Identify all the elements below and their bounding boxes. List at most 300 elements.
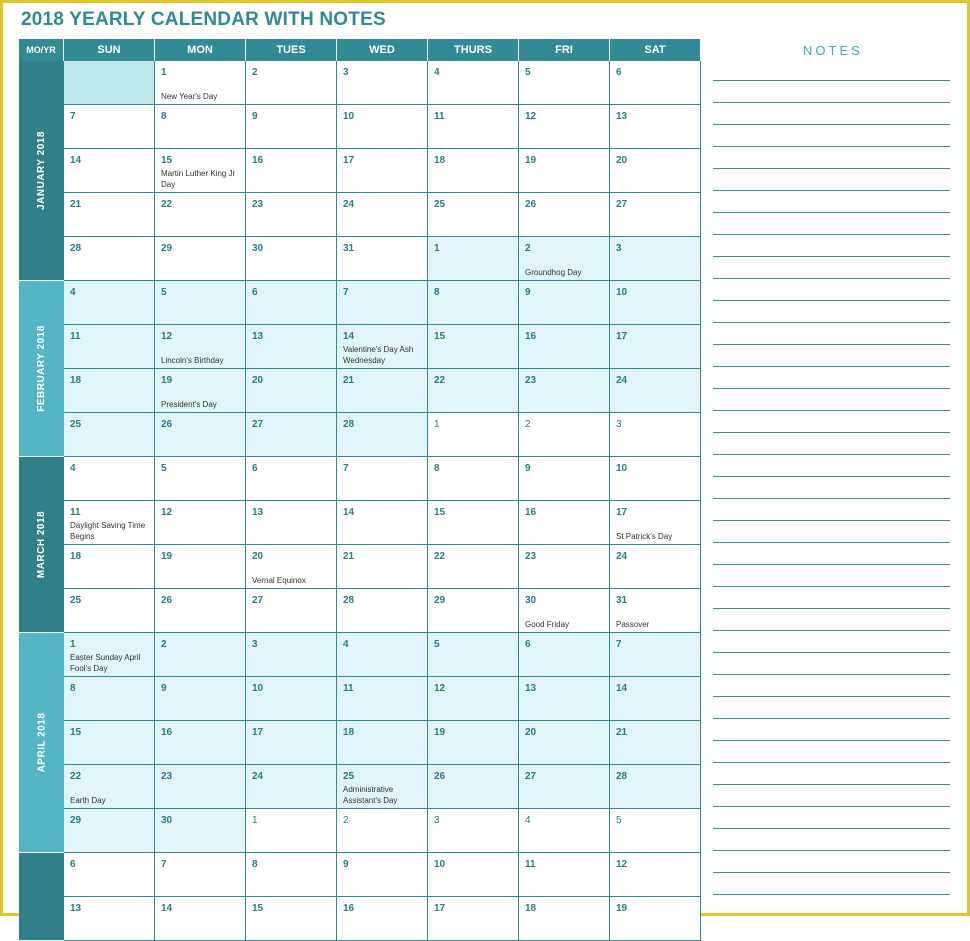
day-number: 18: [434, 155, 446, 166]
day-cell[interactable]: [155, 325, 246, 369]
day-cell[interactable]: [64, 853, 155, 897]
note-line[interactable]: [713, 388, 950, 389]
day-cell[interactable]: [519, 149, 610, 193]
day-cell[interactable]: [246, 589, 337, 633]
day-cell[interactable]: [64, 501, 155, 545]
day-number: 29: [434, 595, 446, 606]
day-cell[interactable]: [519, 677, 610, 721]
day-cell[interactable]: [246, 105, 337, 149]
day-cell[interactable]: [337, 237, 428, 281]
day-cell[interactable]: [337, 193, 428, 237]
day-number: 26: [161, 595, 173, 606]
note-line[interactable]: [713, 102, 950, 103]
day-cell[interactable]: [64, 457, 155, 501]
day-number: 14: [343, 331, 355, 342]
day-cell[interactable]: [519, 193, 610, 237]
day-cell[interactable]: [155, 501, 246, 545]
day-number: 9: [161, 683, 167, 694]
day-cell[interactable]: [246, 193, 337, 237]
day-cell[interactable]: [428, 897, 519, 941]
day-cell[interactable]: [246, 369, 337, 413]
day-cell[interactable]: [428, 633, 519, 677]
note-line[interactable]: [713, 586, 950, 587]
day-cell[interactable]: [428, 149, 519, 193]
day-cell[interactable]: [246, 237, 337, 281]
day-number: 12: [161, 331, 173, 342]
day-number: 23: [525, 551, 537, 562]
day-cell[interactable]: [155, 633, 246, 677]
day-cell[interactable]: [246, 765, 337, 809]
day-number: 22: [434, 375, 446, 386]
calendar-grid: [19, 61, 701, 941]
day-cell[interactable]: [428, 457, 519, 501]
note-line[interactable]: [713, 652, 950, 653]
day-number: 23: [161, 771, 173, 782]
day-cell[interactable]: [155, 369, 246, 413]
day-cell[interactable]: [428, 281, 519, 325]
day-number: 20: [252, 551, 264, 562]
day-number: 22: [70, 771, 82, 782]
day-number: 7: [70, 111, 76, 122]
day-number: 16: [343, 903, 355, 914]
day-number: 10: [252, 683, 264, 694]
holiday-label: Martin Luther King Jr Day: [161, 169, 236, 189]
month-label: [19, 61, 64, 281]
day-cell[interactable]: [610, 721, 701, 765]
day-cell[interactable]: [155, 721, 246, 765]
day-cell[interactable]: [519, 633, 610, 677]
day-cell[interactable]: [519, 501, 610, 545]
day-cell[interactable]: [519, 853, 610, 897]
day-cell[interactable]: [337, 369, 428, 413]
week-row: [64, 677, 701, 721]
day-number: 3: [616, 419, 622, 430]
note-line[interactable]: [713, 410, 950, 411]
day-cell[interactable]: [64, 193, 155, 237]
day-number: 31: [343, 243, 355, 254]
day-cell[interactable]: [337, 325, 428, 369]
note-line[interactable]: [713, 432, 950, 433]
day-cell[interactable]: [246, 281, 337, 325]
day-cell[interactable]: [155, 897, 246, 941]
note-line[interactable]: [713, 894, 950, 895]
note-line[interactable]: [713, 674, 950, 675]
day-number: 29: [70, 815, 82, 826]
day-number: 15: [252, 903, 264, 914]
day-cell[interactable]: [155, 105, 246, 149]
day-number: 18: [343, 727, 355, 738]
note-line[interactable]: [713, 718, 950, 719]
day-cell[interactable]: [428, 677, 519, 721]
day-number: 17: [252, 727, 264, 738]
month-label-text: MARCH 2018: [36, 510, 47, 579]
day-cell[interactable]: [155, 457, 246, 501]
holiday-label: Easter Sunday April Fool's Day: [70, 653, 141, 673]
day-cell[interactable]: [519, 105, 610, 149]
day-cell[interactable]: [428, 545, 519, 589]
day-number: 6: [616, 67, 622, 78]
day-number: 11: [343, 683, 354, 694]
day-cell[interactable]: [246, 413, 337, 457]
day-cell[interactable]: [519, 457, 610, 501]
note-line[interactable]: [713, 256, 950, 257]
day-cell[interactable]: [64, 369, 155, 413]
day-number: 8: [434, 463, 440, 474]
note-line[interactable]: [713, 630, 950, 631]
week-row: [64, 149, 701, 193]
day-number: 4: [525, 815, 531, 826]
day-cell[interactable]: [337, 809, 428, 853]
day-cell[interactable]: [610, 457, 701, 501]
day-cell[interactable]: [155, 589, 246, 633]
day-cell[interactable]: [610, 809, 701, 853]
notes-title: NOTES: [803, 43, 863, 58]
day-number: 18: [525, 903, 537, 914]
note-line[interactable]: [713, 762, 950, 763]
day-number: 28: [616, 771, 628, 782]
day-cell[interactable]: [519, 237, 610, 281]
note-line[interactable]: [713, 520, 950, 521]
day-cell[interactable]: [519, 721, 610, 765]
day-cell[interactable]: [246, 61, 337, 105]
day-cell[interactable]: [519, 325, 610, 369]
day-cell[interactable]: [428, 765, 519, 809]
day-number: 7: [616, 639, 622, 650]
day-cell[interactable]: [337, 501, 428, 545]
day-cell[interactable]: [246, 457, 337, 501]
note-line[interactable]: [713, 872, 950, 873]
day-cell[interactable]: [155, 545, 246, 589]
header-tues: TUES: [246, 39, 337, 61]
day-cell[interactable]: [610, 413, 701, 457]
day-cell[interactable]: [610, 501, 701, 545]
holiday-label: Groundhog Day: [525, 268, 582, 277]
calendar-table: [19, 39, 701, 941]
note-line[interactable]: [713, 80, 950, 81]
day-number: 28: [343, 595, 355, 606]
day-cell[interactable]: [64, 105, 155, 149]
day-number: 3: [252, 639, 258, 650]
week-row: [64, 545, 701, 589]
day-number: 24: [616, 375, 628, 386]
day-number: 7: [343, 463, 349, 474]
day-cell[interactable]: [246, 853, 337, 897]
day-cell[interactable]: [337, 765, 428, 809]
day-cell[interactable]: [64, 897, 155, 941]
note-line[interactable]: [713, 168, 950, 169]
day-cell[interactable]: [428, 369, 519, 413]
day-cell[interactable]: [337, 61, 428, 105]
day-cell[interactable]: [64, 721, 155, 765]
note-line[interactable]: [713, 850, 950, 851]
day-cell[interactable]: [155, 765, 246, 809]
day-cell[interactable]: [519, 281, 610, 325]
day-number: 19: [161, 551, 173, 562]
note-line[interactable]: [713, 784, 950, 785]
day-cell[interactable]: [64, 237, 155, 281]
day-cell[interactable]: [246, 325, 337, 369]
day-cell[interactable]: [519, 765, 610, 809]
note-line[interactable]: [713, 212, 950, 213]
day-number: 8: [161, 111, 167, 122]
header-sat: SAT: [610, 39, 701, 61]
day-cell[interactable]: [519, 61, 610, 105]
note-line[interactable]: [713, 696, 950, 697]
holiday-label: Earth Day: [70, 796, 106, 805]
week-row: [64, 413, 701, 457]
day-number: 5: [525, 67, 531, 78]
day-number: 1: [434, 243, 440, 254]
note-line[interactable]: [713, 366, 950, 367]
note-line[interactable]: [713, 234, 950, 235]
day-number: 2: [525, 419, 531, 430]
day-cell[interactable]: [610, 545, 701, 589]
month-label: [19, 457, 64, 633]
day-cell[interactable]: [337, 413, 428, 457]
day-cell[interactable]: [64, 281, 155, 325]
day-cell[interactable]: [64, 545, 155, 589]
note-line[interactable]: [713, 542, 950, 543]
day-number: 1: [70, 639, 76, 650]
day-number: 26: [434, 771, 446, 782]
day-cell[interactable]: [64, 677, 155, 721]
day-number: 5: [161, 463, 167, 474]
day-cell[interactable]: [428, 61, 519, 105]
day-cell[interactable]: [64, 809, 155, 853]
day-cell[interactable]: [155, 61, 246, 105]
day-cell[interactable]: [519, 369, 610, 413]
note-line[interactable]: [713, 740, 950, 741]
day-cell[interactable]: [246, 633, 337, 677]
note-line[interactable]: [713, 190, 950, 191]
holiday-label: Administrative Assistant's Day: [343, 785, 398, 805]
day-cell[interactable]: [337, 633, 428, 677]
week-row: [64, 853, 701, 897]
note-line[interactable]: [713, 564, 950, 565]
day-cell[interactable]: [519, 897, 610, 941]
day-cell[interactable]: [610, 765, 701, 809]
header-moyr: MO/YR: [19, 39, 64, 61]
day-number: 2: [343, 815, 349, 826]
day-cell[interactable]: [155, 149, 246, 193]
day-number: 14: [161, 903, 173, 914]
month-label: [19, 853, 64, 941]
day-number: 17: [616, 507, 628, 518]
day-number: 10: [616, 287, 628, 298]
day-cell[interactable]: [337, 105, 428, 149]
day-number: 11: [70, 507, 81, 518]
day-number: 2: [252, 67, 258, 78]
day-cell[interactable]: [337, 677, 428, 721]
day-number: 12: [525, 111, 537, 122]
day-cell[interactable]: [246, 721, 337, 765]
note-line[interactable]: [713, 828, 950, 829]
day-number: 31: [616, 595, 628, 606]
day-number: 26: [525, 199, 537, 210]
day-cell[interactable]: [64, 633, 155, 677]
day-cell[interactable]: [337, 721, 428, 765]
day-cell[interactable]: [155, 677, 246, 721]
day-number: 5: [434, 639, 440, 650]
week-row: [64, 633, 701, 677]
day-number: 18: [70, 551, 82, 562]
day-cell[interactable]: [428, 501, 519, 545]
note-line[interactable]: [713, 146, 950, 147]
day-cell[interactable]: [519, 545, 610, 589]
day-number: 13: [252, 331, 264, 342]
day-number: 2: [161, 639, 167, 650]
holiday-label: Daylight Saving Time Begins: [70, 521, 146, 541]
day-cell[interactable]: [64, 413, 155, 457]
day-number: 11: [434, 111, 445, 122]
holiday-label: President's Day: [161, 400, 217, 409]
day-number: 25: [343, 771, 355, 782]
day-cell[interactable]: [246, 545, 337, 589]
day-cell[interactable]: [519, 809, 610, 853]
day-cell[interactable]: [610, 61, 701, 105]
day-cell[interactable]: [610, 633, 701, 677]
day-number: 21: [70, 199, 82, 210]
day-number: 16: [525, 507, 537, 518]
day-cell[interactable]: [246, 501, 337, 545]
day-number: 5: [616, 815, 622, 826]
day-number: 19: [525, 155, 537, 166]
note-line[interactable]: [713, 344, 950, 345]
day-cell[interactable]: [610, 149, 701, 193]
day-cell[interactable]: [610, 369, 701, 413]
day-number: 13: [70, 903, 82, 914]
day-cell[interactable]: [428, 809, 519, 853]
day-cell[interactable]: [610, 325, 701, 369]
day-number: 4: [70, 287, 76, 298]
day-number: 17: [616, 331, 628, 342]
day-cell[interactable]: [610, 677, 701, 721]
note-line[interactable]: [713, 300, 950, 301]
day-cell[interactable]: [610, 105, 701, 149]
note-line[interactable]: [713, 608, 950, 609]
day-number: 19: [616, 903, 628, 914]
holiday-label: New Year's Day: [161, 92, 218, 101]
week-row: [64, 61, 701, 105]
day-number: 4: [70, 463, 76, 474]
day-cell[interactable]: [428, 193, 519, 237]
week-row: [64, 501, 701, 545]
day-number: 10: [343, 111, 355, 122]
day-cell[interactable]: [428, 853, 519, 897]
day-cell[interactable]: [337, 589, 428, 633]
day-cell[interactable]: [337, 853, 428, 897]
day-cell[interactable]: [610, 897, 701, 941]
day-number: 26: [161, 419, 173, 430]
month-label: [19, 281, 64, 457]
day-cell[interactable]: [428, 589, 519, 633]
day-cell[interactable]: [337, 457, 428, 501]
day-number: 10: [616, 463, 628, 474]
day-cell[interactable]: [337, 149, 428, 193]
day-cell[interactable]: [155, 809, 246, 853]
day-number: 15: [70, 727, 82, 738]
note-line[interactable]: [713, 278, 950, 279]
day-number: 8: [252, 859, 258, 870]
day-cell[interactable]: [337, 897, 428, 941]
day-cell[interactable]: [64, 325, 155, 369]
day-number: 8: [434, 287, 440, 298]
day-number: 22: [161, 199, 173, 210]
day-cell[interactable]: [519, 589, 610, 633]
day-number: 6: [70, 859, 76, 870]
holiday-label: St Patrick's Day: [616, 532, 673, 541]
day-cell[interactable]: [246, 897, 337, 941]
day-cell[interactable]: [519, 413, 610, 457]
day-cell[interactable]: [610, 237, 701, 281]
week-row: [64, 325, 701, 369]
day-cell[interactable]: [428, 325, 519, 369]
day-cell[interactable]: [64, 765, 155, 809]
day-number: 4: [434, 67, 440, 78]
note-line[interactable]: [713, 322, 950, 323]
day-number: 24: [252, 771, 264, 782]
day-cell[interactable]: [337, 281, 428, 325]
day-number: 9: [525, 287, 531, 298]
day-cell[interactable]: [155, 853, 246, 897]
day-cell[interactable]: [428, 721, 519, 765]
note-line[interactable]: [713, 476, 950, 477]
day-cell[interactable]: [155, 193, 246, 237]
day-number: 30: [525, 595, 537, 606]
week-row: [64, 897, 701, 941]
note-line[interactable]: [713, 498, 950, 499]
day-cell[interactable]: [428, 237, 519, 281]
month-label-text: FEBRUARY 2018: [36, 325, 47, 412]
week-row: [64, 589, 701, 633]
day-cell[interactable]: [246, 149, 337, 193]
day-cell[interactable]: [64, 61, 155, 105]
day-number: 5: [161, 287, 167, 298]
note-line[interactable]: [713, 806, 950, 807]
day-cell[interactable]: [155, 413, 246, 457]
day-number: 12: [434, 683, 446, 694]
holiday-label: Vernal Equinox: [252, 576, 306, 585]
month-label-text: JANUARY 2018: [36, 131, 47, 210]
day-number: 7: [161, 859, 167, 870]
note-line[interactable]: [713, 454, 950, 455]
day-cell[interactable]: [64, 589, 155, 633]
week-row: [64, 809, 701, 853]
day-cell[interactable]: [155, 237, 246, 281]
day-cell[interactable]: [155, 281, 246, 325]
day-cell[interactable]: [610, 853, 701, 897]
day-number: 11: [525, 859, 536, 870]
day-number: 14: [70, 155, 82, 166]
note-line[interactable]: [713, 124, 950, 125]
day-cell[interactable]: [610, 589, 701, 633]
day-number: 9: [343, 859, 349, 870]
day-cell[interactable]: [64, 149, 155, 193]
day-cell[interactable]: [610, 281, 701, 325]
day-number: 21: [343, 375, 355, 386]
day-cell[interactable]: [428, 105, 519, 149]
day-cell[interactable]: [428, 413, 519, 457]
day-number: 12: [161, 507, 173, 518]
day-number: 16: [161, 727, 173, 738]
day-cell[interactable]: [610, 193, 701, 237]
day-cell[interactable]: [337, 545, 428, 589]
day-number: 3: [616, 243, 622, 254]
day-cell[interactable]: [246, 809, 337, 853]
day-number: 11: [70, 331, 81, 342]
day-number: 27: [525, 771, 537, 782]
day-cell[interactable]: [246, 677, 337, 721]
